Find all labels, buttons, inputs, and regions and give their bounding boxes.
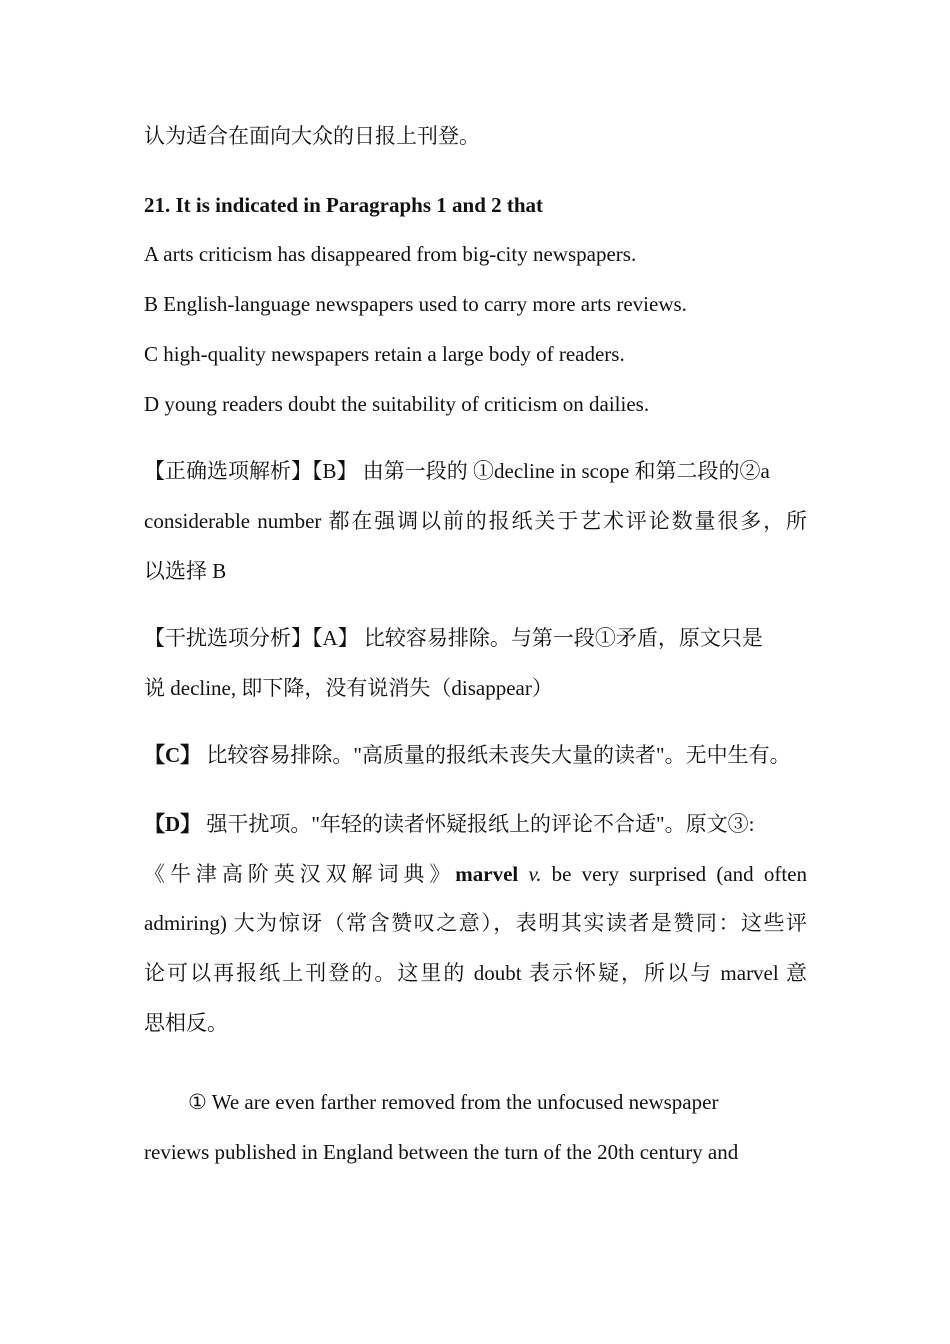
question-title-text: 21. It is indicated in Paragraphs 1 and 2 that <box>144 193 544 217</box>
text-line: admiring) 大为惊讶（常含赞叹之意），表明其实读者是赞同：这些评 <box>144 911 807 935</box>
text-line: 说 decline, 即下降，没有说消失（disappear） <box>144 676 553 700</box>
text-line: 思相反。 <box>144 1011 228 1035</box>
headword: marvel <box>455 862 519 886</box>
option-d: D young readers doubt the suitability of criticism on dailies. <box>144 392 650 416</box>
dictionary-name: 《牛津高阶英汉双解词典》 <box>144 862 456 886</box>
distractor-analysis-tag: 【干扰选项分析】【A】 <box>144 626 359 650</box>
part-of-speech: v. <box>528 862 542 886</box>
definition-text: be very surprised (and often <box>541 862 808 886</box>
correct-analysis-line <box>144 457 807 485</box>
option-c: C high-quality newspapers retain a large body of readers. <box>144 342 625 366</box>
passage-paragraph-1: ① We are even farther removed from the unfocused newspaper <box>188 1090 719 1114</box>
text-line: considerable number 都在强调以前的报纸关于艺术评论数量很多，所 <box>144 509 807 533</box>
option-d-tag: 【D】 <box>144 812 202 836</box>
text-line: 认为适合在面向大众的日报上刊登。 <box>144 124 480 148</box>
option-b: B English-language newspapers used to carry more arts reviews. <box>144 292 687 316</box>
text-line: 以选择 B <box>144 559 227 583</box>
option-d-analysis-text: 强干扰项。"年轻的读者怀疑报纸上的评论不合适"。原文③: <box>201 812 755 836</box>
text-line: 论可以再报纸上刊登的。这里的 doubt 表示怀疑，所以与 marvel 意 <box>144 961 807 985</box>
option-a: A arts criticism has disappeared from big-city newspapers. <box>144 242 637 266</box>
distractor-analysis-text: 比较容易排除。与第一段①矛盾，原文只是 <box>358 626 763 650</box>
option-c-tag: 【C】 <box>144 743 202 767</box>
option-c-analysis-text: 比较容易排除。"高质量的报纸未丧失大量的读者"。无中生有。 <box>201 743 791 767</box>
correct-analysis-text: 由第一段的 ①decline in scope 和第二段的②a <box>357 459 770 483</box>
dictionary-line <box>144 860 807 888</box>
question-title <box>144 191 807 219</box>
text-line: reviews published in England between the turn of the 20th century and <box>144 1140 739 1164</box>
distractor-analysis-line <box>144 624 807 652</box>
option-c-analysis <box>144 741 807 769</box>
correct-analysis-tag: 【正确选项解析】【B】 <box>144 459 358 483</box>
option-d-analysis <box>144 810 807 838</box>
